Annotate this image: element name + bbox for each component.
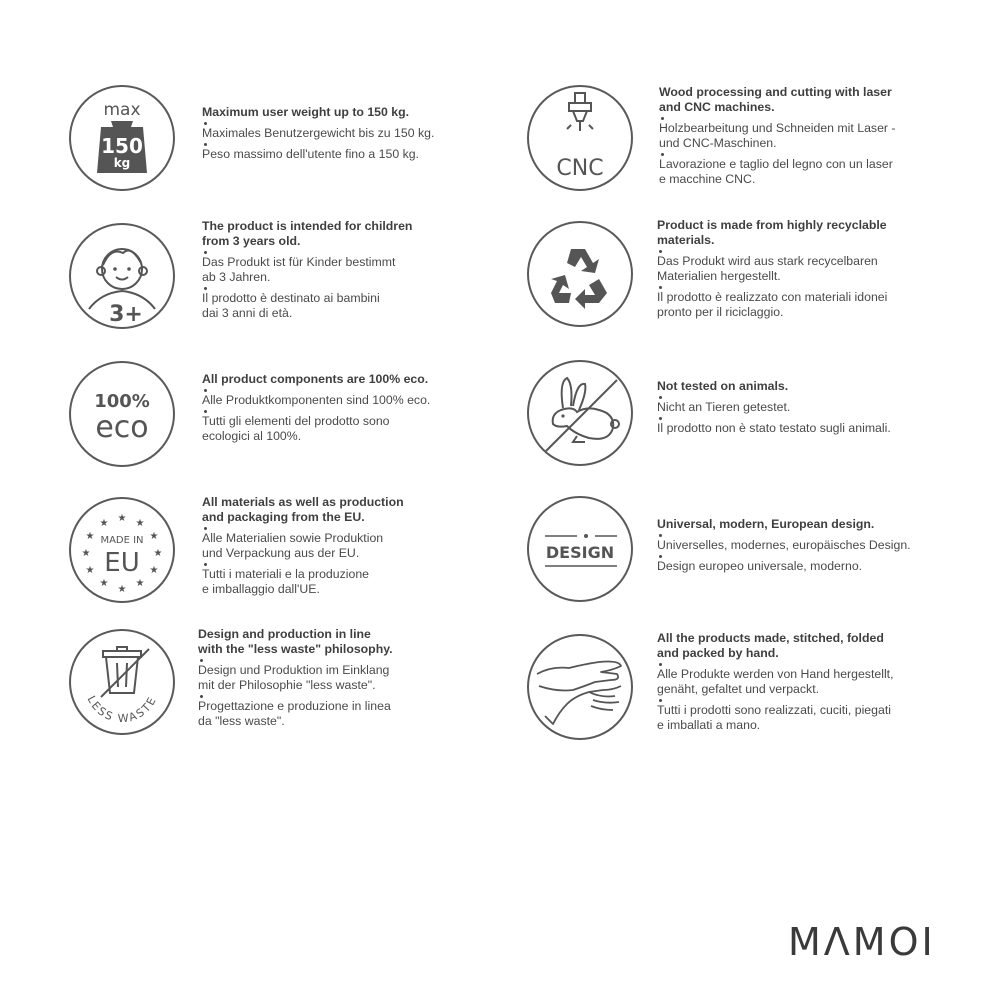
svg-text:★: ★ <box>117 584 127 595</box>
feature-text-de: ab 3 Jahren. <box>202 270 271 284</box>
feature-text-it: e imballaggio dall'UE. <box>202 582 320 596</box>
feature-text-it: pronto per il riciclaggio. <box>657 305 784 319</box>
bullet-dot <box>659 534 662 537</box>
feature-text <box>657 517 937 576</box>
feature-text <box>198 627 478 731</box>
feature-text-it: Lavorazione e taglio del legno con un laser <box>659 157 893 171</box>
bullet-dot <box>204 389 207 392</box>
bullet-dot <box>661 117 664 120</box>
feature-title-en: All the products made, stitched, folded <box>657 631 884 645</box>
feature-title-en: Not tested on animals. <box>657 379 789 393</box>
bullet-dot <box>659 286 662 289</box>
feature-text-it: Tutti gli elementi del prodotto sono <box>202 414 390 428</box>
svg-text:max: max <box>103 100 141 120</box>
feature-text-de: Das Produkt wird aus stark recycelbaren <box>657 254 878 268</box>
feature-text <box>202 219 482 323</box>
feature-text-it: da "less waste". <box>198 714 285 728</box>
svg-text:CNC: CNC <box>556 156 604 181</box>
feature-title-en: with the "less waste" philosophy. <box>198 642 393 656</box>
feature-text-it: e imballati a mano. <box>657 718 761 732</box>
svg-text:★: ★ <box>99 518 109 529</box>
svg-text:★: ★ <box>85 565 95 576</box>
weight-icon <box>69 85 175 191</box>
bullet-dot <box>659 663 662 666</box>
bullet-dot <box>659 699 662 702</box>
bullet-dot <box>659 555 662 558</box>
svg-text:★: ★ <box>85 531 95 542</box>
feature-text-it: Il prodotto non è stato testato sugli animali. <box>657 421 891 435</box>
trash-bin-icon <box>69 629 175 735</box>
svg-text:3+: 3+ <box>109 302 143 327</box>
feature-title-en: from 3 years old. <box>202 234 301 248</box>
eco-icon <box>69 361 175 467</box>
made-in-eu-icon <box>69 497 175 603</box>
bullet-dot <box>204 563 207 566</box>
rabbit-icon <box>527 360 633 466</box>
feature-text-de: Alle Materialien sowie Produktion <box>202 531 384 545</box>
feature-text-de: Nicht an Tieren getestet. <box>657 400 791 414</box>
feature-title-en: Wood processing and cutting with laser <box>659 85 892 99</box>
svg-text:★: ★ <box>135 578 145 589</box>
bullet-dot <box>659 250 662 253</box>
recycle-icon <box>527 221 633 327</box>
feature-title-en: Product is made from highly recyclable <box>657 218 887 232</box>
feature-title-en: and packaging from the EU. <box>202 510 365 524</box>
hands-icon <box>527 634 633 740</box>
feature-text <box>657 631 937 735</box>
feature-text <box>202 495 482 599</box>
feature-text-it: Design europeo universale, moderno. <box>657 559 863 573</box>
brand-logo: MΛMOI <box>788 920 936 964</box>
bullet-dot <box>204 251 207 254</box>
feature-title-en: Universal, modern, European design. <box>657 517 875 531</box>
svg-text:★: ★ <box>149 531 159 542</box>
feature-text-de: Design und Produktion im Einklang <box>198 663 390 677</box>
svg-text:kg: kg <box>113 156 131 170</box>
bullet-dot <box>659 396 662 399</box>
feature-text-it: Il prodotto è destinato ai bambini <box>202 291 380 305</box>
feature-text-de: Holzbearbeitung und Schneiden mit Laser - <box>659 121 896 135</box>
bullet-dot <box>200 659 203 662</box>
svg-text:MADE IN: MADE IN <box>100 535 144 546</box>
feature-text-de: Maximales Benutzergewicht bis zu 150 kg. <box>202 126 435 140</box>
feature-text-it: Progettazione e produzione in linea <box>198 699 391 713</box>
svg-text:100%: 100% <box>94 391 150 412</box>
bullet-dot <box>204 287 207 290</box>
feature-text-it: Tutti i prodotti sono realizzati, cuciti, piegati <box>657 703 891 717</box>
svg-text:150: 150 <box>101 134 143 158</box>
feature-text-it: Tutti i materiali e la produzione <box>202 567 369 581</box>
feature-text-de: Alle Produktkomponenten sind 100% eco. <box>202 393 431 407</box>
bullet-dot <box>204 143 207 146</box>
feature-text-de: Alle Produkte werden von Hand hergestellt, <box>657 667 894 681</box>
design-icon <box>527 496 633 602</box>
feature-title-en: Design and production in line <box>198 627 371 641</box>
feature-text-it: Il prodotto è realizzato con materiali idonei <box>657 290 888 304</box>
bullet-dot <box>204 122 207 125</box>
child-face-icon <box>69 223 175 329</box>
svg-text:★: ★ <box>117 513 127 524</box>
feature-text <box>659 85 939 189</box>
bullet-dot <box>204 527 207 530</box>
feature-text-de: genäht, gefaltet und verpackt. <box>657 682 820 696</box>
feature-text-de: Universelles, modernes, europäisches Design. <box>657 538 911 552</box>
feature-title-en: and packed by hand. <box>657 646 779 660</box>
svg-text:★: ★ <box>153 548 163 559</box>
svg-text:★: ★ <box>149 565 159 576</box>
feature-title-en: All product components are 100% eco. <box>202 372 429 386</box>
feature-text-de: Materialien hergestellt. <box>657 269 781 283</box>
feature-text <box>202 105 482 164</box>
feature-text-it: e macchine CNC. <box>659 172 756 186</box>
bullet-dot <box>204 410 207 413</box>
feature-title-en: and CNC machines. <box>659 100 775 114</box>
feature-text-de: und Verpackung aus der EU. <box>202 546 360 560</box>
feature-text-de: mit der Philosophie "less waste". <box>198 678 376 692</box>
feature-title-en: All materials as well as production <box>202 495 404 509</box>
svg-text:EU: EU <box>104 548 140 578</box>
svg-text:★: ★ <box>135 518 145 529</box>
feature-text <box>657 379 937 438</box>
cnc-laser-icon <box>527 85 633 191</box>
feature-text <box>202 372 482 446</box>
svg-text:★: ★ <box>81 548 91 559</box>
feature-text <box>657 218 937 322</box>
feature-title-en: Maximum user weight up to 150 kg. <box>202 105 410 119</box>
feature-title-en: The product is intended for children <box>202 219 413 233</box>
svg-text:eco: eco <box>95 410 149 445</box>
feature-text-de: Das Produkt ist für Kinder bestimmt <box>202 255 396 269</box>
feature-title-en: materials. <box>657 233 715 247</box>
feature-text-it: ecologici al 100%. <box>202 429 302 443</box>
feature-text-it: dai 3 anni di età. <box>202 306 293 320</box>
svg-text:DESIGN: DESIGN <box>545 543 615 562</box>
bullet-dot <box>661 153 664 156</box>
svg-text:★: ★ <box>99 578 109 589</box>
feature-text-de: und CNC-Maschinen. <box>659 136 777 150</box>
bullet-dot <box>659 417 662 420</box>
bullet-dot <box>200 695 203 698</box>
svg-text:LESS WASTE: LESS WASTE <box>84 693 160 726</box>
feature-text-it: Peso massimo dell'utente fino a 150 kg. <box>202 147 419 161</box>
